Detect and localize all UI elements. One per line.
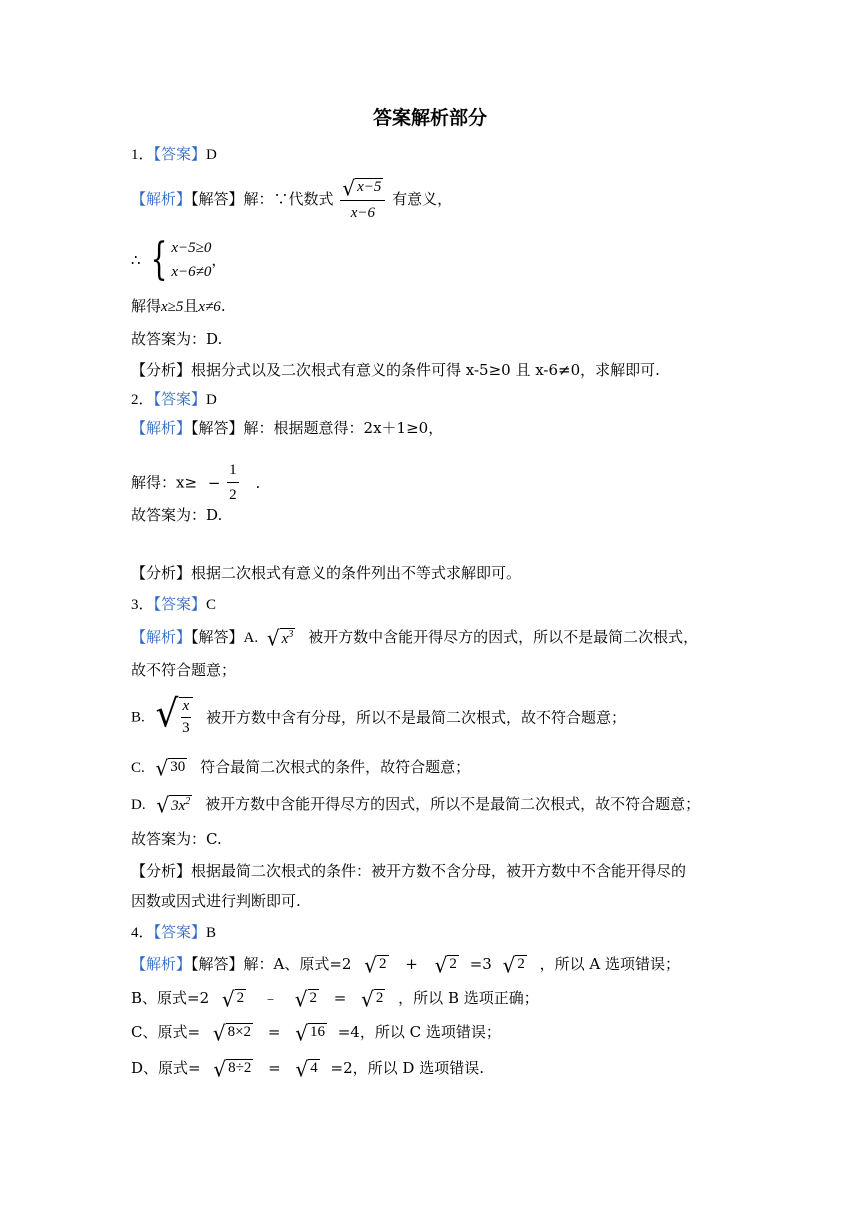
q2-analysis-line1: 【解析】【解答】解：根据题意得：2x＋1≥0，: [131, 419, 444, 437]
q2-solve-line: 解得：x≥ − $\frac{1}{2}$ .: [131, 462, 261, 503]
q4-line-b: B、原式=2 √ 2 ﹣ √ 2 = √ 2 ，所以 B 选项正确；: [131, 986, 539, 1012]
q3-answer-line: 3．【答案】C: [131, 595, 217, 613]
q2-final-line: 故答案为：D.: [131, 506, 223, 524]
q3-option-a-cont: 故不符合题意；: [131, 661, 237, 679]
page-title: 答案解析部分: [372, 107, 487, 129]
q2-answer-line: 2．【答案】D: [131, 390, 217, 408]
q4-line-d: D、原式= √ 8÷2 = √ 4 =2，所以 D 选项错误.: [131, 1056, 484, 1082]
q1-fraction: √ x−5 x−6: [340, 177, 385, 223]
q3-option-d: D. √ $3x^2$ 被开方数中含能开得尽方的因式，所以不是最简二次根式，故不符合题意；: [131, 792, 701, 818]
q1-fenxi-line: 【分析】根据分式以及二次根式有意义的条件可得 x-5≥0 且 x-6≠0，求解即可.: [131, 361, 660, 379]
q1-answer-line: 1．【答案】D: [131, 145, 217, 163]
q1-system: ∴ { x−5≥0 x−6≠0 ，: [131, 234, 227, 285]
q2-fenxi-line: 【分析】根据二次根式有意义的条件列出不等式求解即可。: [131, 564, 522, 582]
q4-line-c: C、原式= √ 8×2 = √ 16 =4，所以 C 选项错误；: [131, 1020, 501, 1046]
q3-fenxi-line1: 【分析】根据最简二次根式的条件：被开方数不含分母，被开方数中不含能开得尽的: [131, 862, 687, 880]
q2-fraction: $\frac{1}{2}$: [229, 462, 237, 503]
q3-final-line: 故答案为：C.: [131, 830, 222, 848]
q4-line-a: 【解析】【解答】解：A、原式=2 √ 2 + √ 2 =3 √ 2 ，所以 A 选项错误；: [131, 952, 680, 978]
q3-option-c: C. √ 30 符合最简二次根式的条件，故符合题意；: [131, 755, 471, 781]
q1-analysis-line1: 【解析】【解答】解：∵代数式 √ x−5 x−6 有意义，: [131, 175, 453, 221]
q3-fenxi-line2: 因数或因式进行判断即可.: [131, 892, 301, 910]
q1-final-line: 故答案为：D.: [131, 330, 223, 348]
q3-option-b: B. √ $\frac{x}{3}$ 被开方数中含有分母，所以不是最简二次根式，故不符合题意；: [131, 692, 626, 737]
q3-option-a: 【解析】【解答】A. √ $x^3$ 被开方数中含能开得尽方的因式，所以不是最简二次根式，: [131, 625, 699, 651]
q4-answer-line: 4．【答案】B: [131, 923, 217, 941]
q1-solve-line: 解得x≥5且x≠6.: [131, 297, 226, 315]
